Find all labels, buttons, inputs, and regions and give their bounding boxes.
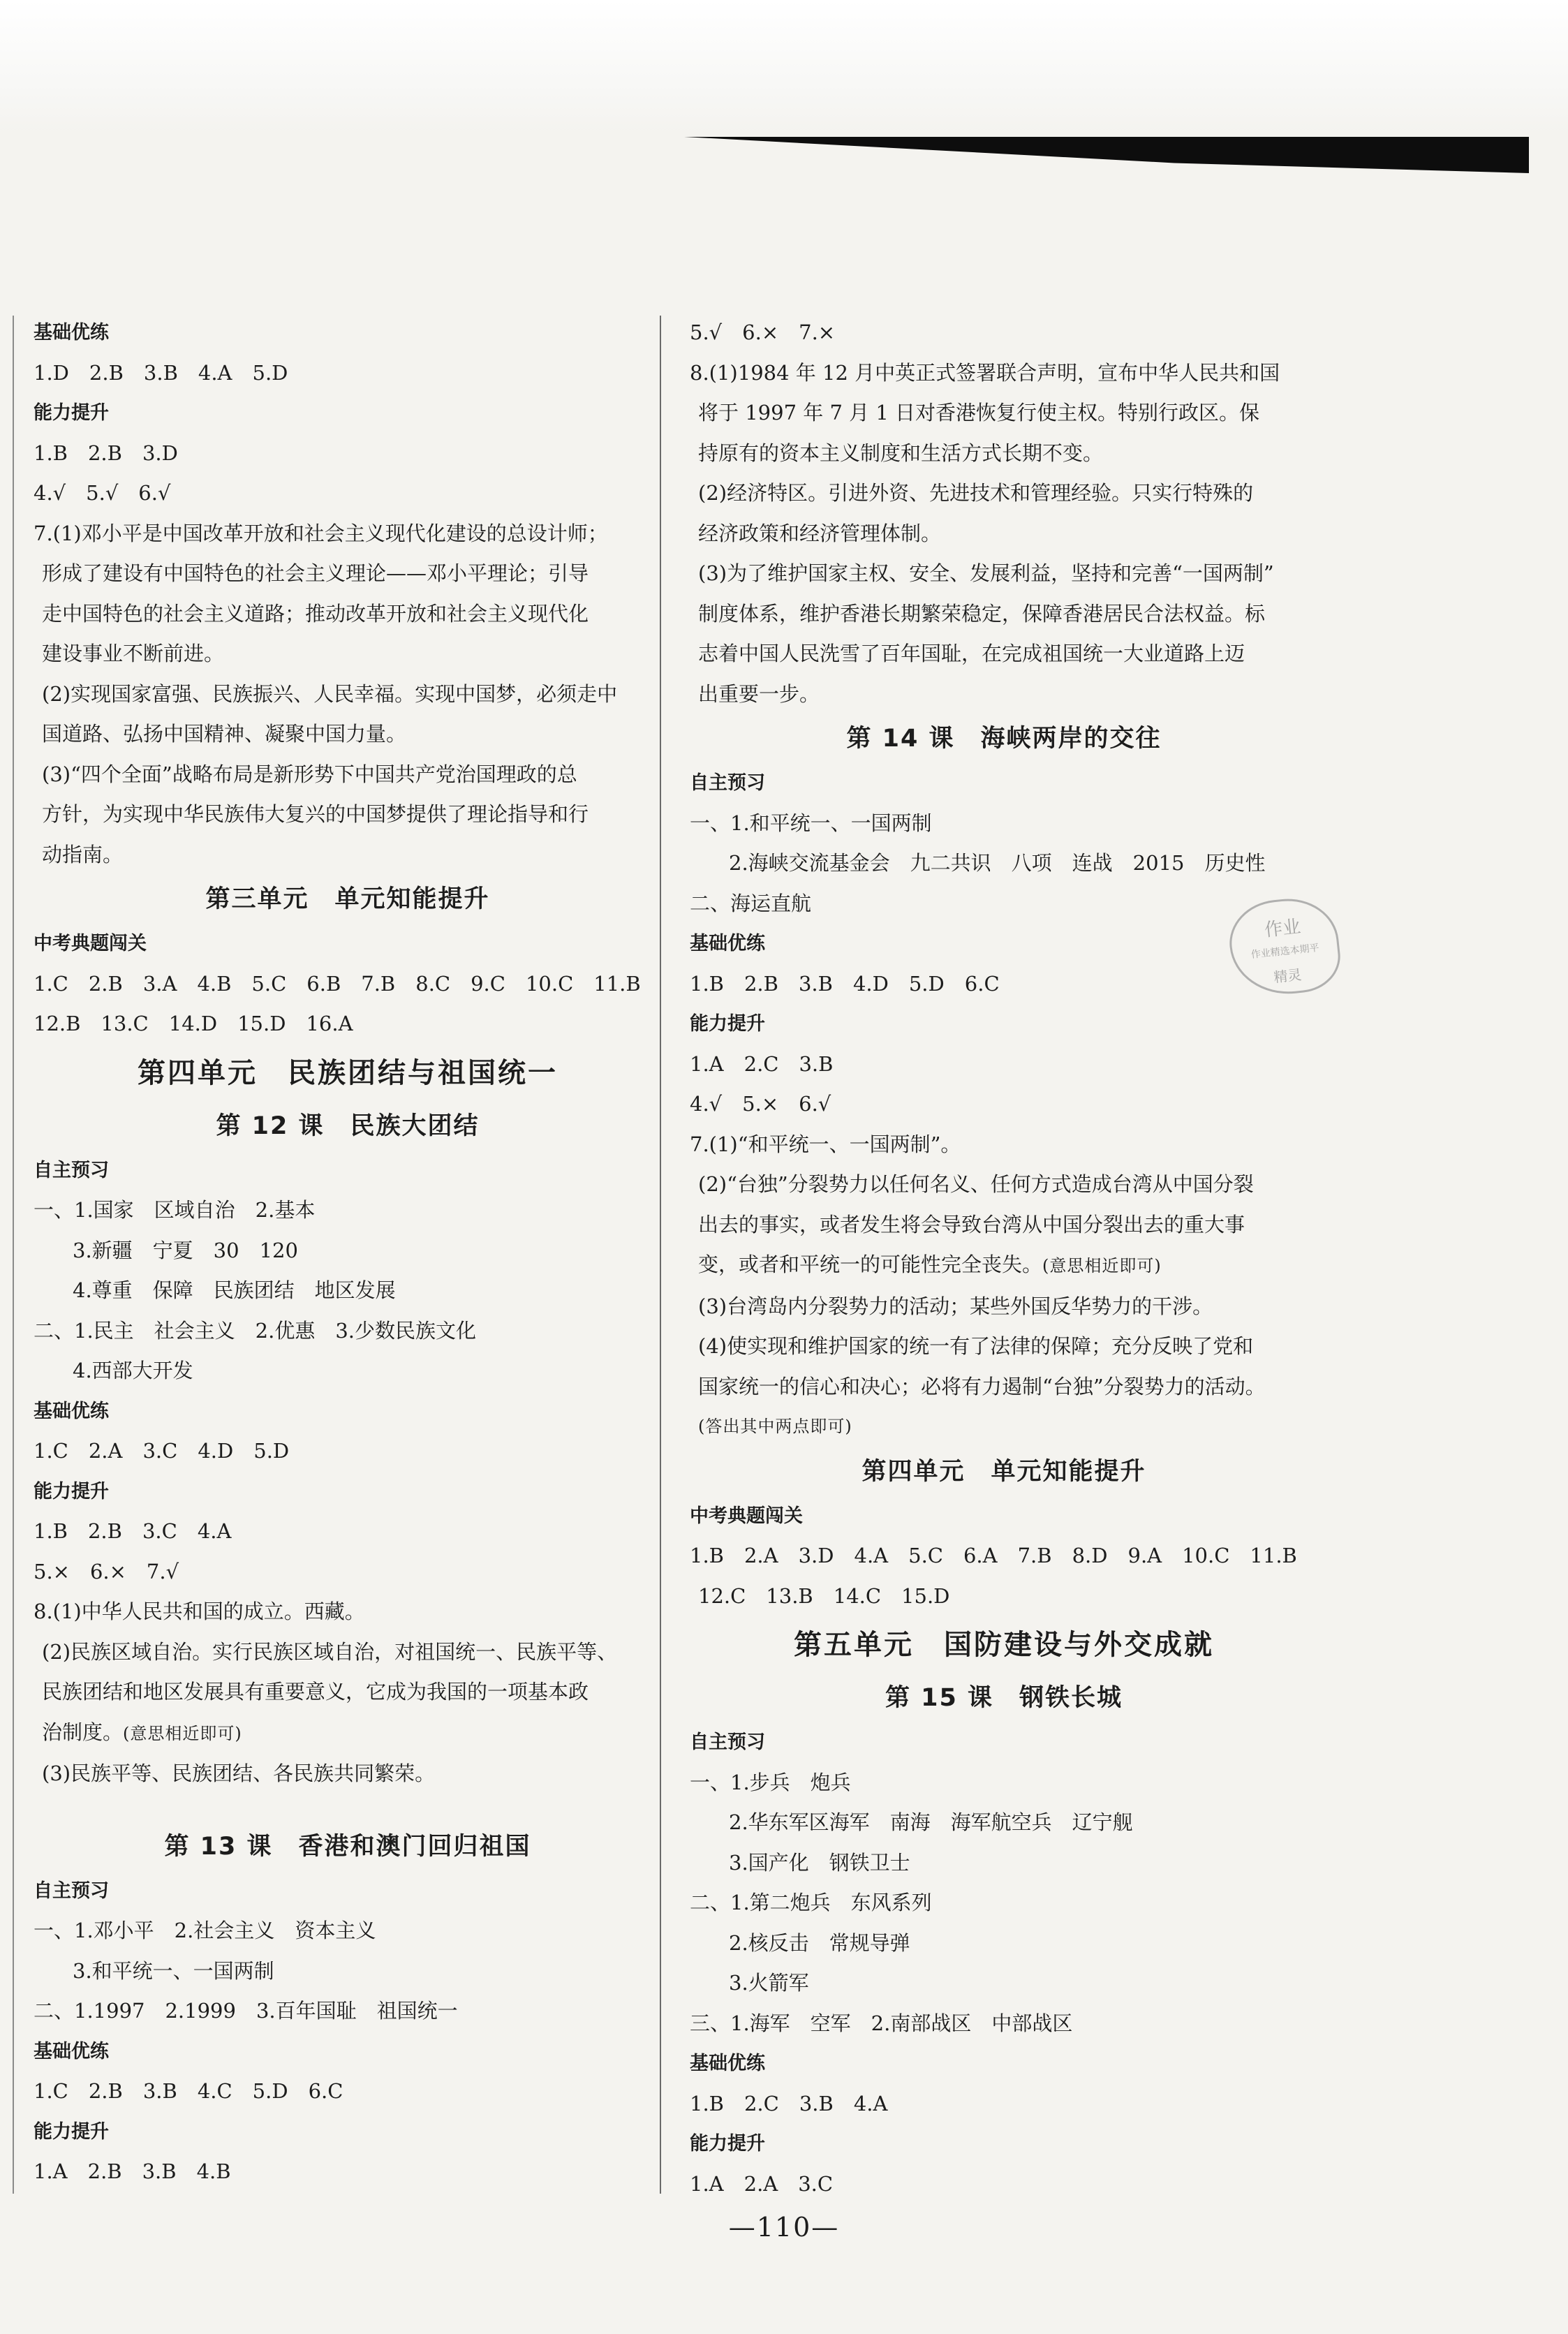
answer-continuation [690, 594, 1318, 635]
answer-continuation [690, 1287, 1318, 1327]
answer-item [690, 884, 1318, 924]
line-text: 12.C 13.B 14.C 15.D [698, 1583, 950, 1608]
answer-item [690, 1044, 1318, 1085]
line-text: 基础优练 [34, 322, 109, 344]
answer-continuation [690, 1205, 1318, 1246]
line-text: 制度体系，维护香港长期繁荣稳定，保障香港居民合法权益。标 [698, 601, 1266, 626]
answer-continuation [34, 594, 662, 635]
left-column [34, 313, 662, 2192]
answer-item [690, 1125, 1318, 1165]
line-text: 5.× 6.× 7.√ [34, 1559, 179, 1583]
answer-sub-item [690, 1843, 1318, 1884]
line-text: 3.火箭军 [729, 1971, 809, 1995]
line-text: 二、1.1997 2.1999 3.百年国耻 祖国统一 [34, 1999, 458, 2023]
line-text: 能力提升 [34, 2120, 109, 2143]
section-heading [690, 924, 1318, 964]
line-text: 第 14 课 海峡两岸的交往 [846, 725, 1162, 753]
line-text: 7.(1)邓小平是中国改革开放和社会主义现代化建设的总设计师； [34, 521, 608, 545]
line-text: 3.国产化 钢铁卫士 [729, 1850, 910, 1875]
line-text: 4.西部大开发 [73, 1359, 193, 1382]
line-text: 2.海峡交流基金会 九二共识 八项 连战 2015 历史性 [729, 851, 1266, 875]
line-text: 第三单元 单元知能提升 [205, 885, 490, 913]
lesson-title [690, 1447, 1318, 1496]
line-text: 走中国特色的社会主义道路；推动改革开放和社会主义现代化 [42, 601, 589, 626]
answer-note: (意思相近即可) [123, 1723, 242, 1743]
line-text: (2)“台独”分裂势力以任何名义、任何方式造成台湾从中国分裂 [698, 1172, 1254, 1196]
section-heading [34, 1151, 662, 1191]
answer-continuation [34, 634, 662, 674]
section-heading [34, 2032, 662, 2072]
answer-continuation [690, 434, 1318, 474]
line-text: 二、1.民主 社会主义 2.优惠 3.少数民族文化 [34, 1318, 477, 1343]
lesson-title [34, 1102, 662, 1151]
answer-item [34, 1991, 662, 2032]
line-text: 1.C 2.A 3.C 4.D 5.D [34, 1439, 290, 1463]
answer-continuation [690, 393, 1318, 434]
line-text: 1.A 2.A 3.C [690, 2171, 834, 2196]
line-text: 治制度。 [42, 1720, 124, 1744]
answer-item [34, 1911, 662, 1951]
line-text: 二、海运直航 [690, 891, 812, 915]
line-text: 动指南。 [42, 842, 124, 866]
answer-item [34, 964, 662, 1005]
line-text: 1.A 2.B 3.B 4.B [34, 2159, 231, 2183]
answer-item [34, 2071, 662, 2112]
line-text: 三、1.海军 空军 2.南部战区 中部战区 [690, 2011, 1073, 2035]
line-text: 建设事业不断前进。 [42, 642, 225, 665]
answer-item [34, 353, 662, 394]
section-heading [34, 313, 662, 353]
line-text: 一、1.国家 区域自治 2.基本 [34, 1198, 316, 1222]
line-text: 1.D 2.B 3.B 4.A 5.D [34, 360, 288, 385]
answer-continuation [690, 554, 1318, 594]
line-text: (2)民族区域自治。实行民族区域自治，对祖国统一、民族平等、 [42, 1639, 618, 1664]
line-text: 1.C 2.B 3.B 4.C 5.D 6.C [34, 2079, 343, 2103]
section-heading [34, 1391, 662, 1432]
answer-item [34, 2152, 662, 2192]
line-text: 能力提升 [690, 1013, 765, 1035]
answer-continuation [34, 755, 662, 795]
answer-item [34, 434, 662, 474]
line-text: 1.B 2.B 3.C 4.A [34, 1519, 232, 1543]
stamp-title: 作业 [1263, 916, 1302, 941]
answer-continuation [34, 835, 662, 876]
answer-item [34, 1190, 662, 1231]
unit-title [34, 1044, 662, 1102]
line-text: 8.(1)1984 年 12 月中英正式签署联合声明，宣布中华人民共和国 [690, 360, 1280, 385]
scan-top-margin [0, 0, 1568, 133]
line-text: 二、1.第二炮兵 东风系列 [690, 1891, 932, 1914]
answer-continuation [34, 714, 662, 755]
line-text: 1.B 2.C 3.B 4.A [690, 2091, 888, 2115]
page-number: —110— [728, 2212, 840, 2243]
answer-item [690, 964, 1318, 1005]
line-text: 2.华东军区海军 南海 海军航空兵 辽宁舰 [729, 1810, 1133, 1834]
line-text: 自主预习 [34, 1879, 109, 1902]
answer-item [690, 1536, 1318, 1576]
line-text: 基础优练 [690, 933, 765, 954]
line-text: 12.B 13.C 14.D 15.D 16.A [34, 1012, 353, 1035]
section-heading [34, 1472, 662, 1512]
section-heading [34, 2112, 662, 2152]
section-heading [690, 763, 1318, 804]
line-text: 第 12 课 民族大团结 [216, 1111, 480, 1140]
answer-item [690, 804, 1318, 844]
line-text: 1.C 2.B 3.A 4.B 5.C 6.B 7.B 8.C 9.C 10.C 11.B [34, 971, 641, 996]
answer-item [34, 1431, 662, 1472]
line-text: 第 13 课 香港和澳门回归祖国 [164, 1832, 531, 1861]
answer-continuation [690, 1165, 1318, 1205]
answer-continuation [34, 1754, 662, 1794]
answer-sub-item [34, 1231, 662, 1271]
line-text: 变，或者和平统一的可能性完全丧失。 [698, 1253, 1043, 1276]
answer-sub-item [34, 1951, 662, 1992]
line-text: 2.核反击 常规导弹 [729, 1930, 910, 1955]
line-text: (3)“四个全面”战略布局是新形势下中国共产党治国理政的总 [42, 762, 577, 786]
answer-item [34, 1592, 662, 1632]
line-text: 形成了建设有中国特色的社会主义理论——邓小平理论；引导 [42, 561, 589, 585]
line-text: 民族团结和地区发展具有重要意义，它成为我国的一项基本政 [42, 1680, 589, 1704]
answer-item [34, 1512, 662, 1552]
answer-continuation [690, 1245, 1318, 1287]
section-heading [34, 924, 662, 964]
line-text: 3.新疆 宁夏 30 120 [73, 1238, 298, 1262]
lesson-title [34, 875, 662, 924]
section-heading [690, 1496, 1318, 1537]
answer-item [34, 473, 662, 514]
line-text: 能力提升 [34, 402, 109, 424]
answer-item [690, 2164, 1318, 2205]
line-text: 8.(1)中华人民共和国的成立。西藏。 [34, 1600, 365, 1623]
answer-sub-item [34, 1271, 662, 1311]
line-text: 中考典题闯关 [690, 1505, 803, 1527]
line-text: 中考典题闯关 [34, 933, 147, 954]
line-text: 基础优练 [34, 1400, 109, 1422]
line-text: 国家统一的信心和决心；必将有力遏制“台独”分裂势力的活动。 [698, 1374, 1266, 1398]
line-text: 第四单元 民族团结与祖国统一 [138, 1056, 558, 1089]
answer-sub-item [690, 1803, 1318, 1843]
line-text: 1.A 2.C 3.B [690, 1051, 834, 1076]
answer-item [690, 353, 1318, 394]
line-text: 志着中国人民洗雪了百年国耻，在完成祖国统一大业道路上迈 [698, 642, 1245, 665]
line-text: (3)民族平等、民族团结、各民族共同繁荣。 [42, 1761, 436, 1785]
answer-sub-item [690, 1963, 1318, 2004]
answer-item [34, 1004, 662, 1044]
line-text: (2)经济特区。引进外资、先进技术和管理经验。只实行特殊的 [698, 481, 1254, 505]
line-text: 3.和平统一、一国两制 [73, 1958, 274, 1983]
line-text: 国道路、弘扬中国精神、凝聚中国力量。 [42, 722, 407, 746]
line-text: (3)台湾岛内分裂势力的活动；某些外国反华势力的干涉。 [698, 1294, 1213, 1318]
answer-continuation [34, 1713, 662, 1755]
line-text: 出去的事实，或者发生将会导致台湾从中国分裂出去的重大事 [698, 1212, 1245, 1236]
answer-item [690, 2084, 1318, 2125]
answer-item [690, 2004, 1318, 2044]
line-text: 能力提升 [690, 2133, 765, 2155]
unit-title [690, 1616, 1318, 1674]
answer-continuation [690, 1367, 1318, 1408]
section-heading [34, 393, 662, 434]
answer-continuation [690, 634, 1318, 674]
section-heading [690, 2124, 1318, 2164]
lesson-title [34, 1822, 662, 1871]
line-text: 方针，为实现中华民族伟大复兴的中国梦提供了理论指导和行 [42, 802, 589, 826]
line-text: (4)使实现和维护国家的统一有了法律的保障；充分反映了党和 [698, 1334, 1254, 1358]
section-heading [690, 1004, 1318, 1044]
answer-continuation [690, 1327, 1318, 1367]
answer-item [690, 1883, 1318, 1923]
section-heading [690, 2044, 1318, 2084]
line-text: 7.(1)“和平统一、一国两制”。 [690, 1132, 961, 1156]
line-text: 第 15 课 钢铁长城 [885, 1684, 1123, 1712]
answer-continuation [34, 554, 662, 594]
line-text: 1.B 2.A 3.D 4.A 5.C 6.A 7.B 8.D 9.A 10.C 11.B [690, 1544, 1297, 1567]
section-heading [690, 1722, 1318, 1763]
lesson-title [690, 1674, 1318, 1722]
answer-continuation [690, 514, 1318, 554]
line-text: (3)为了维护国家主权、安全、发展利益，坚持和完善“一国两制” [698, 561, 1274, 585]
line-text: 第五单元 国防建设与外交成就 [794, 1629, 1214, 1661]
answer-sub-item [690, 843, 1318, 884]
answer-note [690, 1407, 1318, 1447]
line-text: 自主预习 [690, 1731, 765, 1753]
answer-item [34, 1552, 662, 1593]
line-text: 一、1.邓小平 2.社会主义 资本主义 [34, 1919, 376, 1942]
stamp-subtitle: 作业精选本期平 [1250, 942, 1320, 961]
line-text: 1.B 2.B 3.D [34, 441, 178, 465]
answer-sub-item [34, 1351, 662, 1391]
line-text: 5.√ 6.× 7.× [690, 320, 836, 344]
line-text: 自主预习 [34, 1159, 109, 1181]
right-column [690, 313, 1318, 2204]
line-text: 出重要一步。 [698, 681, 820, 706]
line-text: 经济政策和经济管理体制。 [698, 521, 942, 545]
line-text: (2)实现国家富强、民族振兴、人民幸福。实现中国梦，必须走中 [42, 681, 618, 706]
line-text: 4.√ 5.× 6.√ [690, 1092, 831, 1116]
line-text: 4.√ 5.√ 6.√ [34, 481, 171, 505]
lesson-title [690, 714, 1318, 763]
left-margin-rule [13, 316, 14, 2194]
line-text: 1.B 2.B 3.B 4.D 5.D 6.C [690, 971, 1000, 996]
answer-continuation [690, 674, 1318, 715]
answer-continuation [690, 473, 1318, 514]
line-text: (答出其中两点即可) [698, 1417, 852, 1436]
line-text: 一、1.和平统一、一国两制 [690, 811, 932, 835]
line-text: 基础优练 [34, 2040, 109, 2062]
line-text: 持原有的资本主义制度和生活方式长期不变。 [698, 441, 1104, 465]
line-text: 基础优练 [690, 2053, 765, 2074]
answer-item [34, 1311, 662, 1352]
line-text: 自主预习 [690, 772, 765, 794]
header-wedge-bar [684, 137, 1529, 173]
answer-item [690, 1763, 1318, 1803]
answer-continuation [690, 1576, 1318, 1617]
section-heading [34, 1871, 662, 1912]
line-text: 一、1.步兵 炮兵 [690, 1770, 851, 1794]
answer-item [34, 514, 662, 554]
answer-item [690, 1084, 1318, 1125]
answer-item [690, 313, 1318, 353]
stamp-footer: 精灵 [1273, 966, 1303, 986]
answer-continuation [34, 674, 662, 715]
line-text: 第四单元 单元知能提升 [861, 1457, 1146, 1486]
answer-continuation [34, 1632, 662, 1673]
line-text: 4.尊重 保障 民族团结 地区发展 [73, 1278, 396, 1302]
line-text: 将于 1997 年 7 月 1 日对香港恢复行使主权。特别行政区。保 [698, 401, 1260, 424]
answer-sub-item [690, 1923, 1318, 1964]
answer-continuation [34, 795, 662, 835]
answer-continuation [34, 1672, 662, 1713]
answer-note: (意思相近即可) [1042, 1256, 1162, 1276]
line-text: 能力提升 [34, 1480, 109, 1502]
